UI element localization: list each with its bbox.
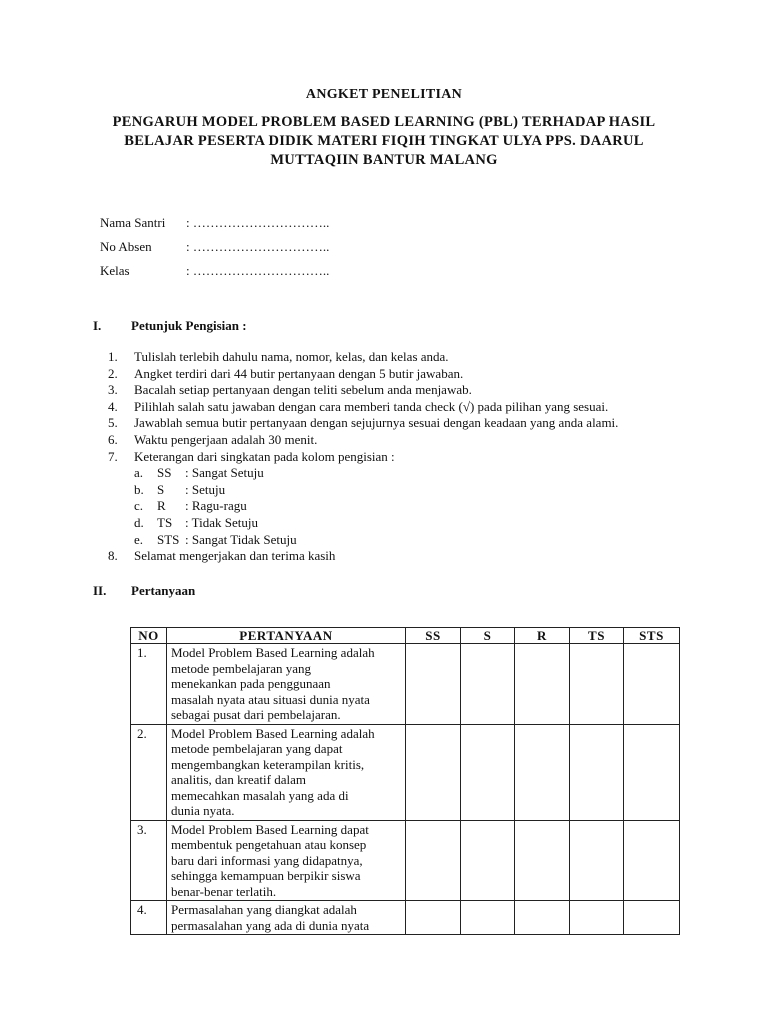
answer-cell-sts[interactable] — [624, 901, 680, 935]
question-line: sebagai pusat dari pembelajaran. — [171, 707, 341, 722]
document-title: ANGKET PENELITIAN — [305, 87, 463, 102]
table-row — [131, 644, 680, 725]
question-text — [167, 644, 406, 725]
question-line: sehingga kemampuan berpikir siswa — [171, 868, 361, 883]
question-line: benar-benar terlatih. — [171, 883, 277, 899]
instruction-item — [108, 415, 688, 432]
answer-cell-s[interactable] — [461, 644, 515, 725]
question-line: permasalahan yang ada di dunia nyata — [171, 917, 370, 933]
absen-field: : ………………………….. — [186, 239, 330, 254]
legend-abbr: SS — [157, 465, 172, 481]
questionnaire-table — [130, 627, 680, 935]
item-text: Angket terdiri dari 44 butir pertanyaan dengan 5 butir jawaban. — [134, 365, 464, 381]
answer-cell-r[interactable] — [515, 901, 570, 935]
item-text: Pilihlah salah satu jawaban dengan cara memberi tanda check (√) pada pilihan yang sesuai. — [134, 398, 609, 414]
legend-desc: : Sangat Setuju — [185, 465, 264, 481]
question-number: 4. — [131, 901, 167, 935]
legend-abbr: S — [157, 481, 165, 497]
instruction-list — [108, 349, 688, 565]
answer-cell-ts[interactable] — [570, 724, 624, 820]
question-line: menekankan pada penggunaan — [171, 676, 331, 691]
legend-letter: e. — [134, 531, 144, 547]
answer-cell-s[interactable] — [461, 724, 515, 820]
instruction-item — [108, 432, 688, 449]
instruction-item — [108, 548, 688, 565]
legend-abbr: STS — [157, 531, 180, 547]
absen-row — [100, 235, 329, 259]
absen-label: No Absen — [100, 239, 152, 254]
table-row — [131, 724, 680, 820]
question-line: dunia nyata. — [171, 803, 235, 818]
section-title: Petunjuk Pengisian : — [131, 318, 247, 333]
answer-cell-sts[interactable] — [624, 644, 680, 725]
question-line: Model Problem Based Learning adalah — [171, 645, 375, 660]
item-text: Tulislah terlebih dahulu nama, nomor, kelas, dan kelas anda. — [134, 349, 449, 364]
instruction-item — [108, 366, 688, 383]
legend-item — [108, 465, 688, 482]
legend-letter: d. — [134, 514, 144, 530]
column-header-question: PERTANYAAN — [167, 628, 406, 644]
name-row — [100, 211, 329, 235]
legend-item — [108, 498, 688, 515]
section-number: II. — [93, 583, 107, 598]
item-text: Bacalah setiap pertanyaan dengan teliti sebelum anda menjawab. — [134, 382, 472, 398]
table-header-row — [131, 628, 680, 644]
question-line: membentuk pengetahuan atau konsep — [171, 837, 367, 852]
item-number: 2. — [108, 365, 118, 381]
item-text: Jawablah semua butir pertanyaan dengan sejujurnya sesuai dengan keadaan yang anda alami. — [134, 415, 619, 431]
item-text: Keterangan dari singkatan pada kolom pengisian : — [134, 448, 395, 464]
column-header-sts: STS — [624, 628, 680, 644]
answer-cell-ss[interactable] — [406, 901, 461, 935]
question-line: memecahkan masalah yang ada di — [171, 787, 349, 803]
question-number: 1. — [131, 644, 167, 725]
legend-letter: b. — [134, 481, 144, 497]
column-header-no: NO — [131, 628, 167, 644]
question-text — [167, 724, 406, 820]
question-line: Permasalahan yang diangkat adalah — [171, 902, 357, 917]
legend-item — [108, 532, 688, 549]
answer-cell-ss[interactable] — [406, 724, 461, 820]
question-line: Model Problem Based Learning dapat — [171, 821, 369, 837]
answer-cell-r[interactable] — [515, 724, 570, 820]
question-text — [167, 901, 406, 935]
answer-cell-s[interactable] — [461, 901, 515, 935]
instruction-item — [108, 449, 688, 466]
class-row — [100, 259, 329, 283]
question-line: metode pembelajaran yang — [171, 660, 312, 676]
answer-cell-ss[interactable] — [406, 644, 461, 725]
question-number: 3. — [131, 820, 167, 901]
answer-cell-r[interactable] — [515, 644, 570, 725]
column-header-ts: TS — [570, 628, 624, 644]
class-label: Kelas — [100, 263, 130, 278]
legend-abbr: R — [157, 498, 166, 514]
answer-cell-ts[interactable] — [570, 644, 624, 725]
research-title: PENGARUH MODEL PROBLEM BASED LEARNING (PBL) TERHADAP HASIL BELAJAR PESERTA DIDIK MATERI FIQIH TINGKAT ULYA PPS. DAARUL MUTTAQIIN BANTUR MALANG — [112, 114, 656, 168]
legend-abbr: TS — [157, 514, 173, 530]
answer-cell-sts[interactable] — [624, 820, 680, 901]
identity-block — [100, 211, 329, 283]
question-number: 2. — [131, 724, 167, 820]
answer-cell-s[interactable] — [461, 820, 515, 901]
question-line: analitis, dan kreatif dalam — [171, 772, 307, 787]
question-line: mengembangkan keterampilan kritis, — [171, 756, 365, 772]
section-number: I. — [93, 318, 102, 333]
legend-letter: a. — [134, 465, 144, 481]
question-line: metode pembelajaran yang dapat — [171, 741, 343, 756]
question-line: masalah nyata atau situasi dunia nyata — [171, 691, 370, 707]
column-header-ss: SS — [406, 628, 461, 644]
instruction-item — [108, 382, 688, 399]
section-questions-heading — [93, 583, 195, 599]
answer-cell-ts[interactable] — [570, 820, 624, 901]
instruction-item — [108, 399, 688, 416]
column-header-r: R — [515, 628, 570, 644]
item-text: Selamat mengerjakan dan terima kasih — [134, 548, 336, 564]
column-header-s: S — [461, 628, 515, 644]
name-label: Nama Santri — [100, 215, 166, 230]
item-number: 5. — [108, 415, 118, 431]
legend-letter: c. — [134, 498, 144, 514]
answer-cell-ss[interactable] — [406, 820, 461, 901]
answer-cell-sts[interactable] — [624, 724, 680, 820]
item-number: 1. — [108, 349, 118, 364]
item-number: 8. — [108, 548, 118, 564]
item-number: 7. — [108, 448, 118, 464]
item-number: 6. — [108, 431, 118, 447]
table-row — [131, 901, 680, 935]
class-field: : ………………………….. — [186, 263, 330, 278]
answer-cell-ts[interactable] — [570, 901, 624, 935]
table-row — [131, 820, 680, 901]
legend-item — [108, 482, 688, 499]
legend-desc: : Ragu-ragu — [185, 498, 247, 514]
question-text — [167, 820, 406, 901]
legend-desc: : Sangat Tidak Setuju — [185, 531, 297, 547]
item-text: Waktu pengerjaan adalah 30 menit. — [134, 431, 318, 447]
question-line: baru dari informasi yang didapatnya, — [171, 852, 363, 868]
legend-item — [108, 515, 688, 532]
item-number: 4. — [108, 398, 118, 414]
name-field: : ………………………….. — [186, 215, 330, 230]
instruction-item — [108, 349, 688, 366]
section-title: Pertanyaan — [131, 583, 196, 598]
legend-desc: : Setuju — [185, 481, 226, 497]
answer-cell-r[interactable] — [515, 820, 570, 901]
legend-desc: : Tidak Setuju — [185, 514, 258, 530]
question-line: Model Problem Based Learning adalah — [171, 725, 375, 741]
section-instructions-heading — [93, 318, 247, 334]
item-number: 3. — [108, 382, 118, 398]
